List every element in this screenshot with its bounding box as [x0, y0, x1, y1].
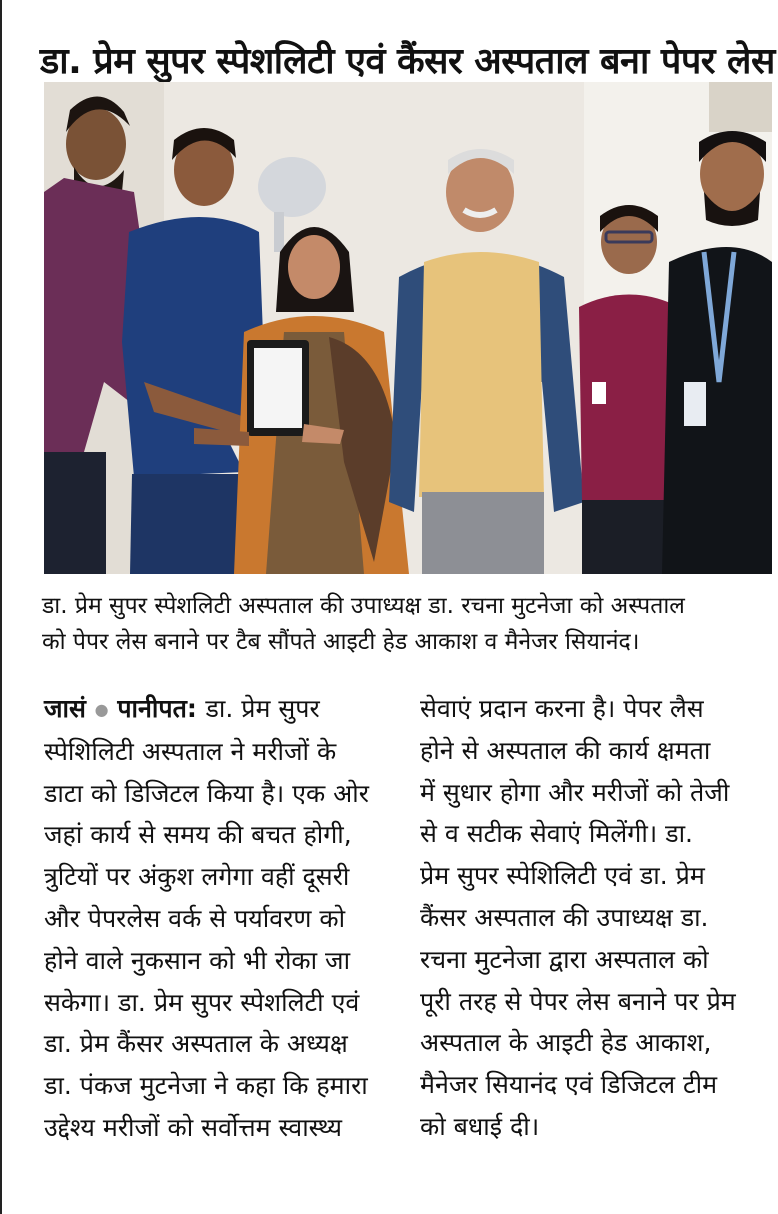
- byline-agency: जासं: [44, 694, 86, 723]
- article-line: अस्पताल के आइटी हेड आकाश,: [420, 1028, 712, 1058]
- caption-line: डा. प्रेम सुपर स्पेशलिटी अस्पताल की उपाध्यक्ष डा. रचना मुटनेजा को अस्पताल: [42, 593, 685, 619]
- article-line: से व सटीक सेवाएं मिलेंगी। डा.: [420, 819, 694, 849]
- article-line: पूरी तरह से पेपर लेस बनाने पर प्रेम: [420, 986, 736, 1016]
- caption-line: को पेपर लेस बनाने पर टैब सौंपते आइटी हेड आकाश व मैनेजर सियानंद।: [42, 629, 640, 655]
- byline-place: पानीपत:: [117, 694, 197, 723]
- photo-caption: [42, 588, 772, 660]
- article-line: सकेगा। डा. प्रेम सुपर स्पेशलिटी एवं: [44, 987, 360, 1017]
- article-line: होने से अस्पताल की कार्य क्षमता: [420, 735, 711, 765]
- article-column-left: [44, 688, 402, 1149]
- headline: डा. प्रेम सुपर स्पेशलिटी एवं कैंसर अस्पताल बना पेपर लेस: [40, 41, 775, 83]
- article-line: मैनेजर सियानंद एवं डिजिटल टीम: [420, 1070, 718, 1100]
- article-line: स्पेशिलिटी अस्पताल ने मरीजों के: [44, 736, 337, 766]
- article-line: कैंसर अस्पताल की उपाध्यक्ष डा.: [420, 902, 709, 932]
- group-photo-illustration: [44, 82, 772, 574]
- group-photo: [44, 82, 772, 574]
- article-line: डा. पंकज मुटनेजा ने कहा कि हमारा: [44, 1071, 368, 1101]
- byline: [44, 694, 206, 723]
- article-line: डा. प्रेम कैंसर अस्पताल के अध्यक्ष: [44, 1029, 348, 1059]
- byline-bullet: ●: [94, 700, 109, 720]
- article-line: होने वाले नुकसान को भी रोका जा: [44, 945, 351, 975]
- article-line: जहां कार्य से समय की बचत होगी,: [44, 820, 352, 850]
- article-line: प्रेम सुपर स्पेशिलिटी एवं डा. प्रेम: [420, 861, 705, 891]
- article-line: में सुधार होगा और मरीजों को तेजी: [420, 777, 730, 807]
- article-line: डाटा को डिजिटल किया है। एक ओर: [44, 778, 369, 808]
- article-line: त्रुटियों पर अंकुश लगेगा वहीं दूसरी: [44, 862, 350, 892]
- article-line: डा. प्रेम सुपर: [205, 694, 320, 723]
- article-line: सेवाएं प्रदान करना है। पेपर लैस: [420, 694, 704, 723]
- article-line: और पेपरलेस वर्क से पर्यावरण को: [44, 904, 346, 934]
- article-line: उद्देश्य मरीजों को सर्वोत्तम स्वास्थ्य: [44, 1113, 343, 1143]
- article-line: को बधाई दी।: [420, 1111, 540, 1141]
- article-line: रचना मुटनेजा द्वारा अस्पताल को: [420, 944, 709, 974]
- article-column-right: [420, 688, 776, 1148]
